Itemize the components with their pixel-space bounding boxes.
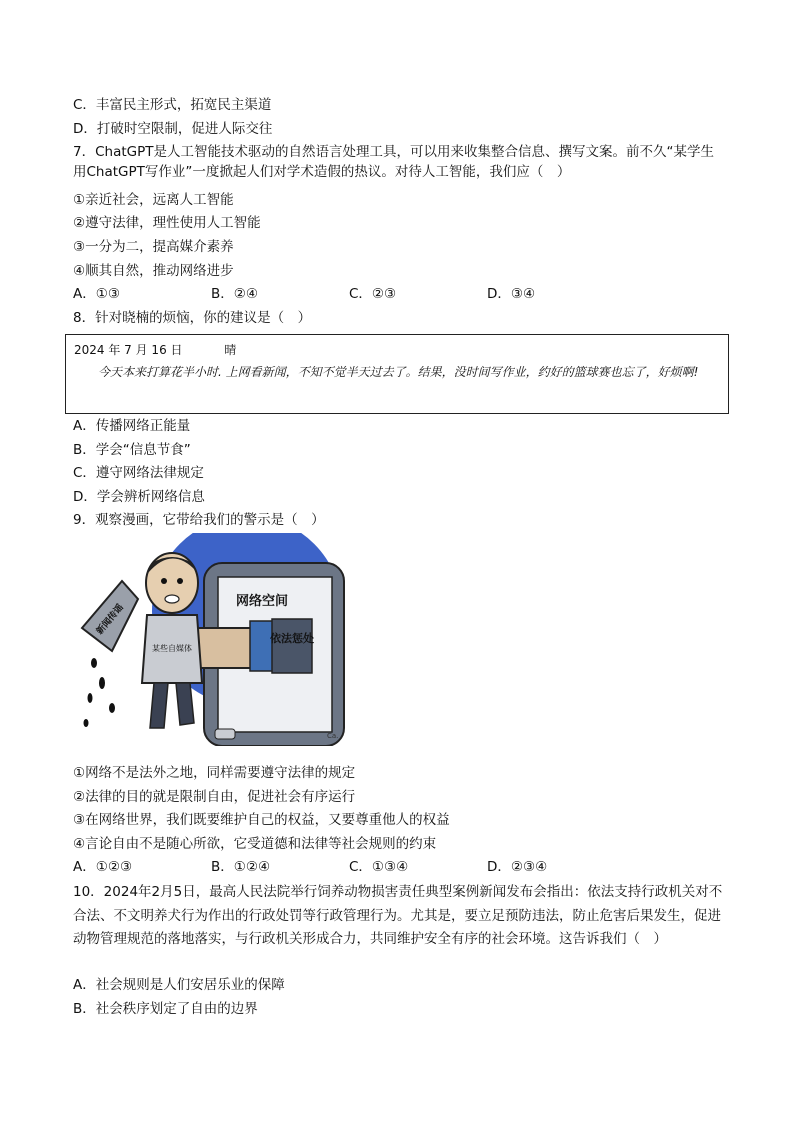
q7-statement-1: ①亲近社会，远离人工智能 (73, 192, 234, 208)
arm-sleeve (272, 619, 312, 673)
q10-option-b: B．社会秩序划定了自由的边界 (73, 1001, 258, 1017)
artist-signature: Ca. (327, 732, 339, 740)
fist-label: 依法惩处 (270, 632, 314, 645)
q8-option-c: C．遵守网络法律规定 (73, 465, 204, 481)
diary-text: 今天本来打算花半小时. 上网看新闻，不知不觉半天过去了。结果，没时间写作业，约好的篮球赛也忘了，好烦啊! (98, 365, 699, 379)
q9-statement-1: ①网络不是法外之地，同样需要遵守法律的规定 (73, 765, 356, 781)
q10-stem: 10．2024年2月5日，最高人民法院举行饲养动物损害责任典型案例新闻发布会指出：依法支持行政机关对不合法、不文明养犬行为作出的行政处罚等行政管理行为。尤其是，要立足预防违法，防止危害后果发生，促进动物管理规范的落地落实，与行政机关形成合力，共同维护安全有序的社会环境。这告诉我们（ ） (73, 884, 723, 947)
screen-title: 网络空间 (235, 594, 289, 609)
q7-statement-3: ③一分为二，提高媒介素养 (73, 239, 234, 255)
q9-statement-3: ③在网络世界，我们既要维护自己的权益，又要尊重他人的权益 (73, 812, 450, 828)
q8-option-b: B．学会“信息节食” (73, 442, 191, 458)
q9-option-b: B．①②④ (211, 859, 271, 875)
diary-weather: 晴 (224, 343, 237, 357)
phone-button (215, 729, 235, 739)
q9-statement-4: ④言论自由不是随心所欲，它受道德和法律等社会规则的约束 (73, 836, 437, 852)
q7-statement-4: ④顺其自然，推动网络进步 (73, 263, 234, 279)
diary-date: 2024 年 7 月 16 日 (74, 343, 183, 357)
diary-box (65, 334, 729, 414)
q10-option-a: A．社会规则是人们安居乐业的保障 (73, 977, 285, 993)
q7-statement-2: ②遵守法律，理性使用人工智能 (73, 215, 261, 231)
cartoon-illustration (72, 533, 351, 746)
bag-label: 新闻传谣 (95, 602, 126, 637)
q7-stem: 7．ChatGPT是人工智能技术驱动的自然语言处理工具，可以用来收集整合信息、撰写文案。前不久“某学生用ChatGPT写作业”一度掀起人们对学术造假的热议。对待人工智能，我们应（ ） (73, 144, 714, 180)
q8-stem: 8．针对晓楠的烦恼，你的建议是（ ） (73, 310, 312, 326)
shirt-label: 某些自媒体 (152, 644, 192, 653)
q9-stem: 9．观察漫画，它带给我们的警示是（ ） (73, 512, 325, 528)
q7-option-b: B．②④ (211, 286, 258, 302)
q9-option-a: A．①②③ (73, 859, 133, 875)
q7-option-a: A．①③ (73, 286, 120, 302)
diary-header (74, 339, 720, 361)
q6-option-d: D．打破时空限制，促进人际交往 (73, 121, 273, 137)
q8-option-a: A．传播网络正能量 (73, 418, 191, 434)
q9-option-c: C．①③④ (349, 859, 409, 875)
q8-option-d: D．学会辨析网络信息 (73, 489, 205, 505)
q7-option-d: D．③④ (487, 286, 536, 302)
q7-option-c: C．②③ (349, 286, 397, 302)
q9-option-d: D．②③④ (487, 859, 548, 875)
q9-statement-2: ②法律的目的就是限制自由，促进社会有序运行 (73, 789, 356, 805)
q6-option-c: C．丰富民主形式，拓宽民主渠道 (73, 97, 272, 113)
